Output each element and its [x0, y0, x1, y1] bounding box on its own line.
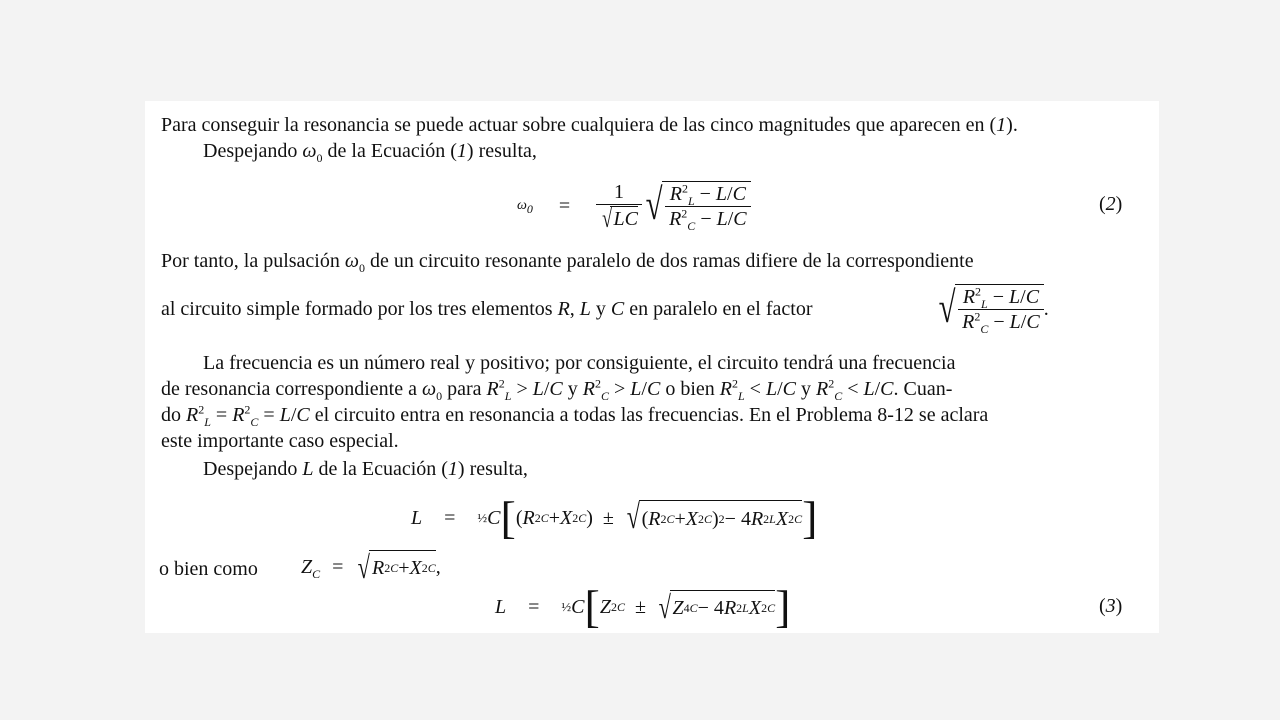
equation-L-1: L = ½ C [ ( R 2 C + X 2 C ) ± √ ( R 2 C + X 2 C ) 2 − 4 R 2 L X 2 C ] [411, 492, 818, 543]
paragraph-line-4: al circuito simple formado por los tres elementos R, L y C en paralelo en el factor [161, 298, 813, 320]
paragraph-line-10: o bien como [159, 558, 258, 580]
textbook-page [145, 101, 1159, 633]
paragraph-line-5: La frecuencia es un número real y positivo; por consiguiente, el circuito tendrá una frecuencia [203, 352, 956, 374]
paragraph-line-6: de resonancia correspondiente a $\omega_0$ para $R^2_L > L/C$ y $R^2_C > L/C$ o bien $R^2_L < L/C$ y $R^2_C < L/C$. Cuan- [161, 376, 953, 403]
equation-Zc: $Z_C$ = √ R 2 C + X 2 C , [301, 549, 441, 585]
factor-expression: √ $\frac{R^2_L - L/C}{R^2_C - L/C}$ . [938, 283, 1049, 336]
paragraph-line-3: Por tanto, la pulsación $\omega_0$ de un circuito resonante paralelo de dos ramas difiere de la correspondiente [161, 250, 974, 275]
equation-3: L = ½ C [ Z 2 C ± √ Z 4 C − 4 R 2 L X 2 C ] [495, 581, 791, 632]
paragraph-line-9: Despejando L de la Ecuación (1) resulta, [203, 458, 528, 480]
equation-2: $\omega_0$ = 1 √ LC √ $\frac{R^2_L - L/C}{R^2_C - L/C}$ [517, 173, 751, 239]
paragraph-line-1: Para conseguir la resonancia se puede actuar sobre cualquiera de las cinco magnitudes que aparecen en (1). [161, 114, 1018, 136]
equation-2-number: (2) [1099, 193, 1123, 215]
paragraph-line-8: este importante caso especial. [161, 430, 399, 452]
paragraph-line-2: Despejando $\omega_0$ de la Ecuación (1) resulta, [203, 140, 537, 165]
equation-3-number: (3) [1099, 595, 1123, 617]
paragraph-line-7: do $R^2_L = R^2_C = L/C$ el circuito entra en resonancia a todas las frecuencias. En el Problema 8-12 se aclara [161, 402, 989, 429]
